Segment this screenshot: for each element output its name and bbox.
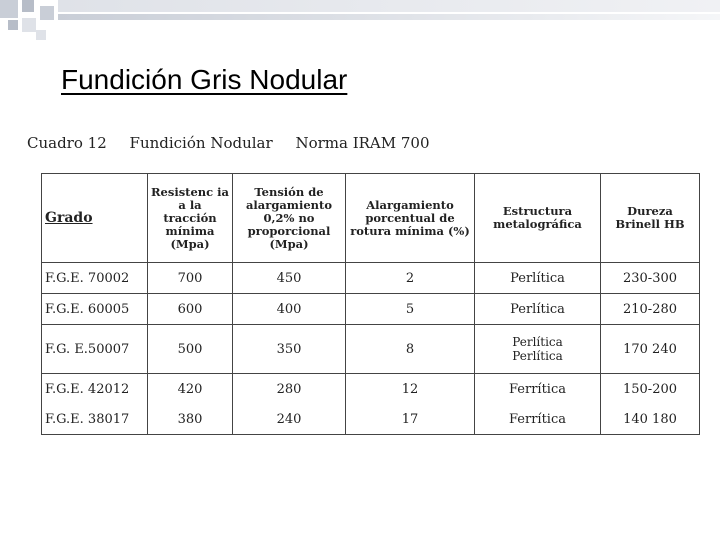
cell-alargamiento: 5: [346, 294, 475, 325]
cell-grado: F.G.E. 42012: [42, 374, 148, 405]
cell-grado: F.G.E. 70002: [42, 263, 148, 294]
cell-resistencia: 600: [148, 294, 233, 325]
caption-subject: Fundición Nodular: [129, 134, 273, 152]
caption-number: Cuadro 12: [27, 134, 107, 152]
slide-title: Fundición Gris Nodular: [61, 64, 348, 95]
table-row: [42, 325, 700, 374]
cell-estructura: [475, 325, 601, 374]
table-row: [42, 404, 700, 435]
table-row: [42, 374, 700, 405]
cell-alargamiento: 8: [346, 325, 475, 374]
cell-estructura: Ferrítica: [475, 404, 601, 435]
column-header-tension: Tensión de alargamiento 0,2% no proporcional (Mpa): [233, 174, 346, 263]
cell-dureza: 140 180: [601, 404, 700, 435]
cell-alargamiento: 2: [346, 263, 475, 294]
cell-grado: F.G.E. 60005: [42, 294, 148, 325]
cell-estructura: Perlítica: [475, 263, 601, 294]
cell-estructura: Perlítica: [475, 294, 601, 325]
cell-alargamiento: 12: [346, 374, 475, 405]
column-header-alargamiento: Alargamiento porcentual de rotura mínima (%): [346, 174, 475, 263]
cell-tension: 280: [233, 374, 346, 405]
table-row: [42, 294, 700, 325]
cell-alargamiento: 17: [346, 404, 475, 435]
table-header-row: [42, 174, 700, 263]
cell-resistencia: 420: [148, 374, 233, 405]
cell-dureza: 210-280: [601, 294, 700, 325]
table-caption: [27, 134, 448, 152]
column-header-grado: Grado: [42, 174, 148, 263]
cell-tension: 350: [233, 325, 346, 374]
cell-grado: F.G.E. 38017: [42, 404, 148, 435]
cell-tension: 400: [233, 294, 346, 325]
cell-resistencia: 700: [148, 263, 233, 294]
cell-dureza: 170 240: [601, 325, 700, 374]
caption-norm: Norma IRAM 700: [295, 134, 430, 152]
cell-grado: F.G. E.50007: [42, 325, 148, 374]
cell-tension: 240: [233, 404, 346, 435]
cell-estructura-line: Perlítica: [512, 335, 563, 349]
column-header-dureza: Dureza Brinell HB: [601, 174, 700, 263]
properties-table: [41, 173, 700, 435]
table-row: [42, 263, 700, 294]
cell-dureza: 230-300: [601, 263, 700, 294]
cell-dureza: 150-200: [601, 374, 700, 405]
cell-resistencia: 500: [148, 325, 233, 374]
corner-decoration: [0, 0, 720, 60]
cell-estructura-line: Perlítica: [512, 349, 563, 363]
column-header-estructura: Estructura metalográfica: [475, 174, 601, 263]
cell-resistencia: 380: [148, 404, 233, 435]
cell-tension: 450: [233, 263, 346, 294]
column-header-resistencia: Resistenc ia a la tracción mínima (Mpa): [148, 174, 233, 263]
cell-estructura: Ferrítica: [475, 374, 601, 405]
